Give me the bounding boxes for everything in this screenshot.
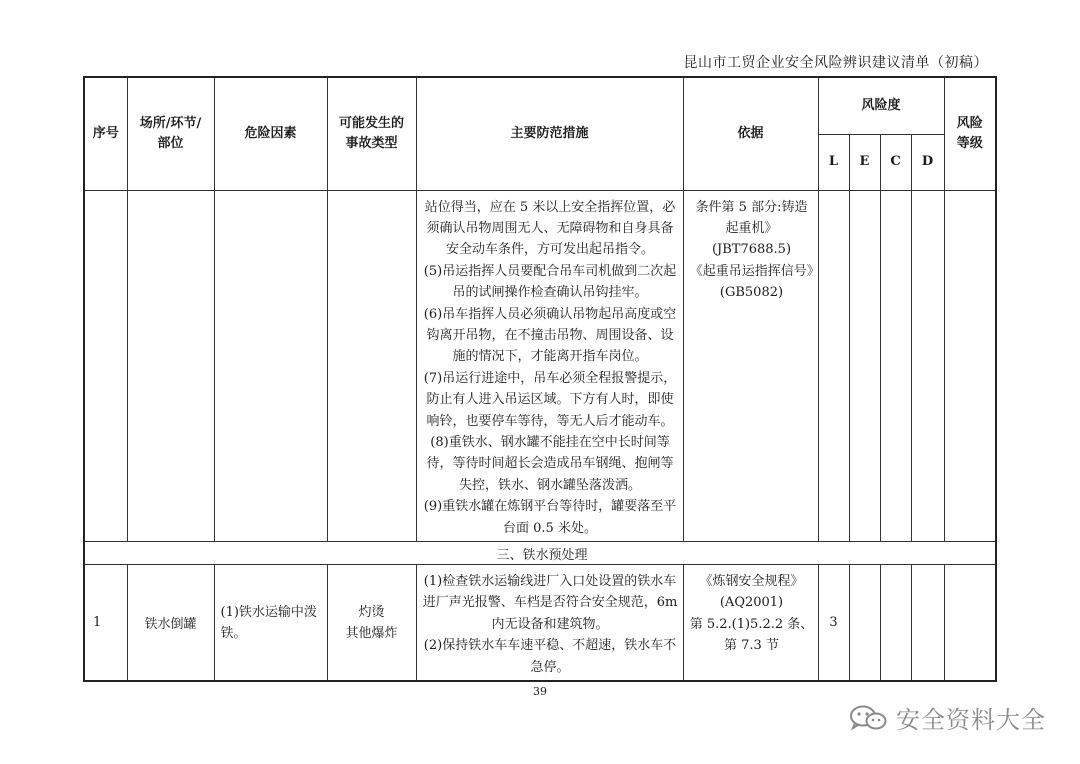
row-D bbox=[911, 565, 944, 682]
basis-item: 条件第 5 部分:铸造起重机》(JBT7688.5) bbox=[695, 199, 808, 258]
row-measures bbox=[416, 565, 683, 682]
row-risk-level bbox=[944, 565, 996, 682]
measure-item: (6)吊车指挥人员必须确认吊物起吊高度或空钩离开吊物，在不撞击吊物、周围设备、设施的情况下，才能离开指车岗位。 bbox=[423, 306, 677, 365]
measure-item: (9)重铁水罐在炼钢平台等待时，罐要落至平台面 0.5 米处。 bbox=[423, 499, 677, 536]
cont-seq bbox=[84, 190, 127, 542]
accident-type-item: 其他爆炸 bbox=[345, 625, 398, 641]
cont-E bbox=[849, 190, 880, 542]
basis-item: 《起重吊运指挥信号》(GB5082) bbox=[689, 263, 814, 301]
cont-accident bbox=[327, 190, 416, 542]
cont-L bbox=[818, 190, 849, 542]
basis-item: 第 5.2.(1)5.2.2 条、第 7.3 节 bbox=[689, 616, 814, 654]
measure-item: (8)重铁水、钢水罐不能挂在空中长时间等待，等待时间超长会造成吊车钢绳、抱闸等失控，铁水、钢水罐坠落泼洒。 bbox=[426, 434, 674, 493]
header-location: 场所/环节/部位 bbox=[127, 77, 214, 190]
header-risk-degree: 风险度 bbox=[818, 77, 944, 134]
header-basis: 依据 bbox=[683, 77, 818, 190]
continued-row bbox=[84, 190, 996, 542]
row-accident-type bbox=[327, 565, 416, 682]
cont-level bbox=[944, 190, 996, 542]
measure-item: (1)检查铁水运输线进厂入口处设置的铁水车进厂声光报警、车档是否符合安全规范，6m 内无设备和建筑物。 bbox=[422, 574, 678, 632]
cont-measures bbox=[416, 190, 683, 542]
basis-item: 《炼钢安全规程》 bbox=[699, 574, 804, 589]
risk-table bbox=[83, 76, 997, 682]
accident-type-item: 灼烫 bbox=[358, 604, 385, 620]
cont-D bbox=[911, 190, 944, 542]
row-location: 铁水倒罐 bbox=[127, 565, 214, 682]
row-hazard: (1)铁水运输中泼铁。 bbox=[214, 565, 327, 682]
watermark bbox=[848, 700, 1046, 735]
measure-item: (7)吊运行进途中，吊车必须全程报警提示，防止有人进入吊运区域。下方有人时，即使响铃，也要停车等待，等无人后才能动车。 bbox=[423, 370, 677, 429]
cont-location bbox=[127, 190, 214, 542]
wechat-icon bbox=[848, 704, 888, 732]
basis-item: (AQ2001) bbox=[719, 595, 784, 611]
measure-item: (2)保持铁水车车速平稳、不超速，铁水车不急停。 bbox=[423, 638, 677, 675]
header-L: L bbox=[818, 134, 849, 190]
header-hazard: 危险因素 bbox=[214, 77, 327, 190]
table-row bbox=[84, 565, 996, 682]
header-D: D bbox=[911, 134, 944, 190]
cont-hazard bbox=[214, 190, 327, 542]
header-seq: 序号 bbox=[84, 77, 127, 190]
page-number: 39 bbox=[533, 685, 547, 698]
section-row bbox=[84, 542, 996, 565]
measure-item: 站位得当，应在 5 米以上安全指挥位置，必须确认吊物周围无人、无障碍物和自身具备安全动车条件，方可发出起吊指令。 bbox=[424, 199, 676, 258]
watermark-text: 安全资料大全 bbox=[896, 706, 1046, 734]
measure-item: (5)吊运指挥人员要配合吊车司机做到二次起吊的试闸操作检查确认吊钩挂牢。 bbox=[423, 263, 677, 301]
row-E bbox=[849, 565, 880, 682]
header-accident-type: 可能发生的事故类型 bbox=[327, 77, 416, 190]
row-L: 3 bbox=[818, 565, 849, 682]
cont-C bbox=[880, 190, 911, 542]
row-seq: 1 bbox=[84, 565, 127, 682]
section-title: 三、铁水预处理 bbox=[84, 542, 996, 565]
document-title: 昆山市工贸企业安全风险辨识建议清单（初稿） bbox=[683, 55, 988, 71]
header-C: C bbox=[880, 134, 911, 190]
row-C bbox=[880, 565, 911, 682]
header-E: E bbox=[849, 134, 880, 190]
cont-basis bbox=[683, 190, 818, 542]
header-measures: 主要防范措施 bbox=[416, 77, 683, 190]
row-basis bbox=[683, 565, 818, 682]
header-risk-level: 风险等级 bbox=[944, 77, 996, 190]
